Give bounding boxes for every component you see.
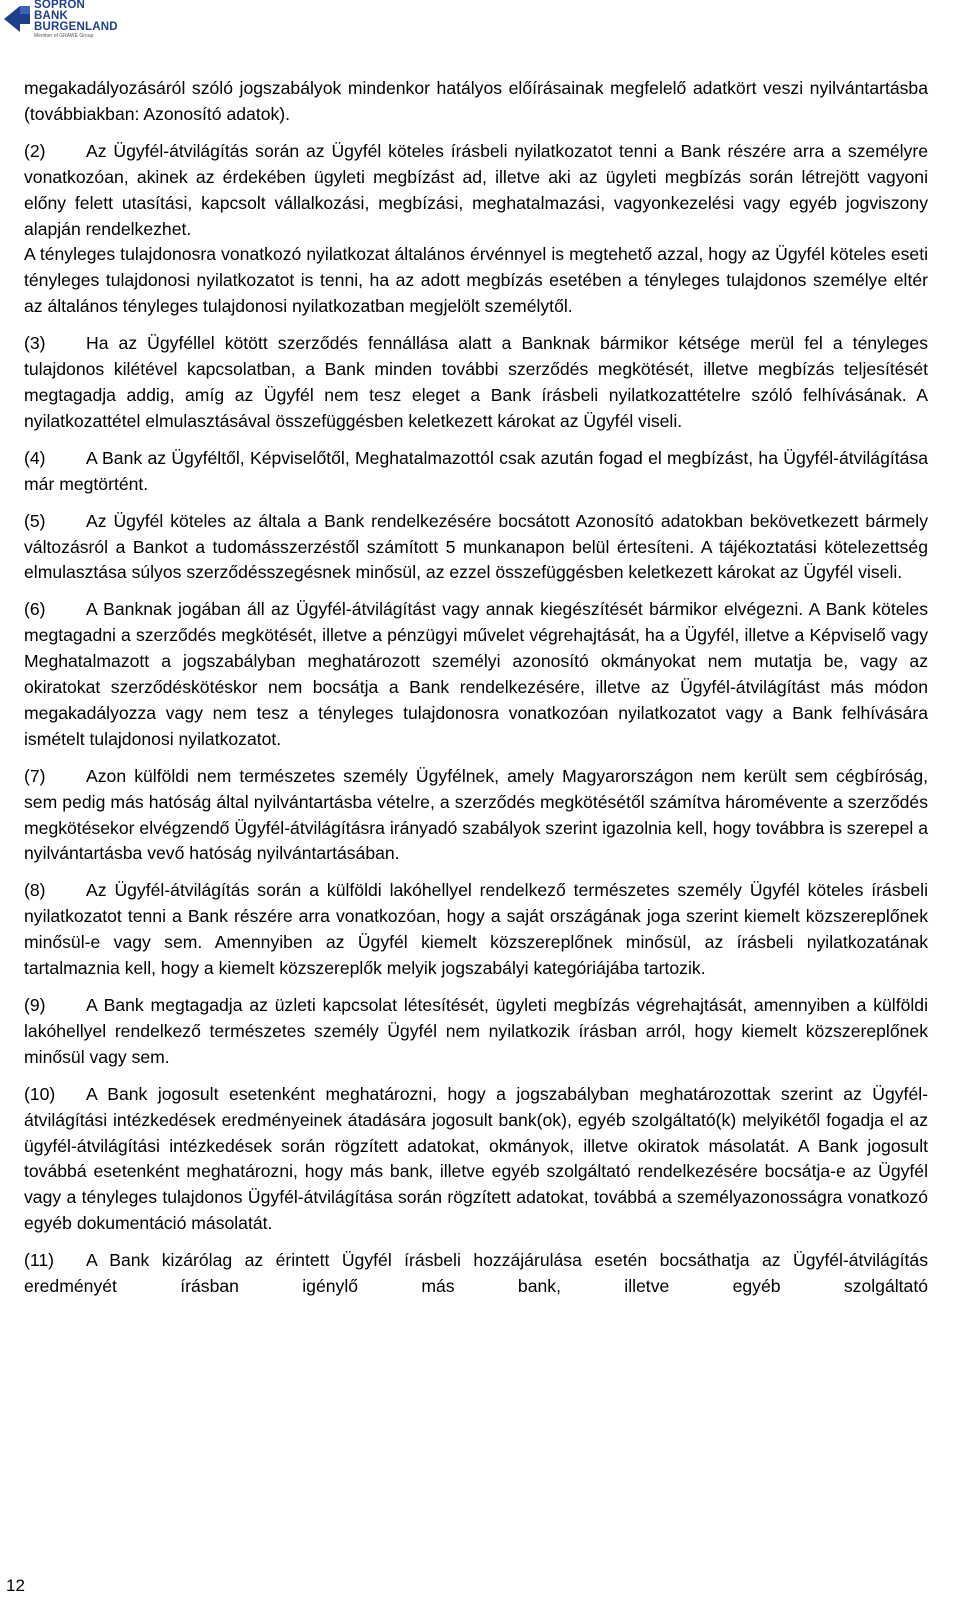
logo-line-3: BURGENLAND xyxy=(34,21,118,33)
paragraph-text: Az Ügyfél köteles az általa a Bank rendelkezésére bocsátott Azonosító adatokban bekövetkezett bármely változásról a Bankot a tudomásszerzéstől számított 5 munkanapon belül értesíteni. A tájékoztatási kötelezettség elmulasztása súlyos szerződésszegésnek minősül, az ezzel összefüggésben keletkezett károkat az Ügyfél viseli. xyxy=(24,510,928,583)
paragraph-5 xyxy=(24,509,928,587)
paragraph-number: (11) xyxy=(24,1250,54,1271)
paragraph-text: A Bank az Ügyféltől, Képviselőtől, Meghatalmazottól csak azután fogad el megbízást, ha Ügyfél-átvilágítása már megtörtént. xyxy=(24,447,928,494)
paragraph-number: (5) xyxy=(24,510,46,531)
bank-logo-text xyxy=(34,0,118,40)
paragraph-text: Az Ügyfél-átvilágítás során az Ügyfél köteles írásbeli nyilatkozatot tenni a Bank részére arra a személyre vonatkozóan, akinek az érdekében ügyleti megbízást ad, illetve aki az ügyleti megbízás során létrejött vagyoni előny felett utasítási, kapcsolt vállalkozási, megbízási, meghatalmazási, vagyonkezelési vagy egyéb jogviszony alapján rendelkezhet. xyxy=(24,140,928,239)
paragraph-number: (6) xyxy=(24,599,46,620)
paragraph-3 xyxy=(24,331,928,435)
paragraph-number: (9) xyxy=(24,995,46,1015)
bank-logo-icon xyxy=(4,2,32,36)
paragraph-text: Ha az Ügyféllel kötött szerződés fennállása alatt a Banknak bármikor kétsége merül fel a tényleges tulajdonos kilétével kapcsolatban, a Bank minden további szerződés megkötését, illetve megbízás teljesítését megtagadja addig, amíg az Ügyfél nem tesz eleget a Bank írásbeli nyilatkozattételre szóló felhívásának. A nyilatkozattétel elmulasztásával összefüggésben keletkezett károkat az Ügyfél viseli. xyxy=(24,333,928,431)
paragraph-number: (7) xyxy=(24,765,46,786)
bank-logo xyxy=(4,0,134,38)
paragraph-text: A Bank kizárólag az érintett Ügyfél írásbeli hozzájárulása esetén bocsáthatja az Ügyfél-átvilágítás eredményét írásban igénylő más bank, illetve egyéb szolgáltató xyxy=(24,1250,928,1297)
paragraph-number: (2) xyxy=(24,140,46,161)
paragraph-8 xyxy=(24,878,928,982)
paragraph-number: (8) xyxy=(24,880,46,901)
page-number: 12 xyxy=(6,1576,25,1595)
paragraph-text: A Bank jogosult esetenként meghatározni, hogy a jogszabályban meghatározottak szerint az Ügyfél-átvilágítási intézkedések eredményeinek átadására jogosult bank(ok), egyéb szolgáltató(k) melyikétől fogadja el az ügyfél-átvilágítási intézkedések során rögzített adatokat, okmányok, illetve okiratok másolatát. A Bank jogosult továbbá esetenként meghatározni, hogy más bank, illetve egyéb szolgáltató rendelkezésére bocsátja-e az Ügyfél vagy a tényleges tulajdonos Ügyfél-átvilágítása során rögzített adatokat, továbbá a személyazonosságra vonatkozó egyéb dokumentáció másolatát. xyxy=(24,1083,928,1234)
paragraph-number: (4) xyxy=(24,447,46,468)
paragraph-text: Az Ügyfél-átvilágítás során a külföldi lakóhellyel rendelkező természetes személy Ügyfél köteles írásbeli nyilatkozatot tenni a Bank részére arra vonatkozóan, hogy a saját országának joga szerint kiemelt közszereplőnek minősül-e vagy sem. Amennyiben az Ügyfél kiemelt közszereplőnek minősül, az írásbeli nyilatkozatának tartalmaznia kell, hogy a kiemelt közszereplők melyik jogszabályi kategóriájába tartozik. xyxy=(24,880,928,979)
paragraph-10 xyxy=(24,1082,928,1237)
logo-line-2: BANK xyxy=(34,10,69,22)
paragraph-6 xyxy=(24,597,928,752)
paragraph-text: Azon külföldi nem természetes személy Ügyfélnek, amely Magyarországon nem került sem cégbíróság, sem pedig más hatóság által nyilvántartásba vételre, a szerződés megkötésétől számítva háromévente a szerződés megkötésekor elvégzendő Ügyfél-átvilágításra irányadó szabályok szerint igazolnia kell, hogy továbbra is szerepel a nyilvántartásba vevő hatóság nyilvántartásában. xyxy=(24,765,928,864)
paragraph-number: (3) xyxy=(24,333,46,354)
paragraph-7 xyxy=(24,764,928,868)
paragraph-text: A Banknak jogában áll az Ügyfél-átvilágítást vagy annak kiegészítését bármikor elvégezni. A Bank köteles megtagadni a szerződés megkötését, illetve a pénzügyi művelet végrehajtását, ha a Ügyfél, illetve a Képviselő vagy Meghatalmazott a jogszabályban meghatározott személyi azonosító okmányokat nem mutatja be, vagy az okiratokat szerződéskötéskor nem bocsátja a Bank rendelkezésére, illetve az Ügyfél-átvilágítást más módon megakadályozza vagy nem tesz a tényleges tulajdonosra vonatkozóan nyilatkozatot vagy a Bank felhívására ismételt tulajdonosi nyilatkozatot. xyxy=(24,599,928,749)
paragraph-11 xyxy=(24,1248,928,1300)
paragraph-continuation xyxy=(24,76,928,128)
document-body xyxy=(24,76,928,1300)
paragraph-text: A Bank megtagadja az üzleti kapcsolat létesítését, ügyleti megbízás végrehajtását, amennyiben a külföldi lakóhellyel rendelkező természetes személy Ügyfél nem nyilatkozik írásban arról, hogy kiemelt közszereplőnek minősül vagy sem. xyxy=(24,995,928,1067)
paragraph-4 xyxy=(24,446,928,498)
logo-tagline: Member of GRAWE Group xyxy=(34,33,94,39)
paragraph-2-continuation xyxy=(24,242,928,320)
paragraph-2 xyxy=(24,139,928,243)
paragraph-9 xyxy=(24,993,928,1071)
paragraph-number: (10) xyxy=(24,1083,56,1104)
paragraph-text: megakadályozásáról szóló jogszabályok mindenkor hatályos előírásainak megfelelő adatkört veszi nyilvántartásba (továbbiakban: Azonosító adatok). xyxy=(24,78,928,124)
paragraph-text: A tényleges tulajdonosra vonatkozó nyilatkozat általános érvénnyel is megtehető azzal, hogy az Ügyfél köteles eseti tényleges tulajdonosi nyilatkozatot is tenni, ha az adott megbízás esetében a tényleges tulajdonos személye eltér az általános tényleges tulajdonosi nyilatkozatban megjelölt személytől. xyxy=(24,244,928,317)
logo-line-1: SOPRON xyxy=(34,0,86,11)
